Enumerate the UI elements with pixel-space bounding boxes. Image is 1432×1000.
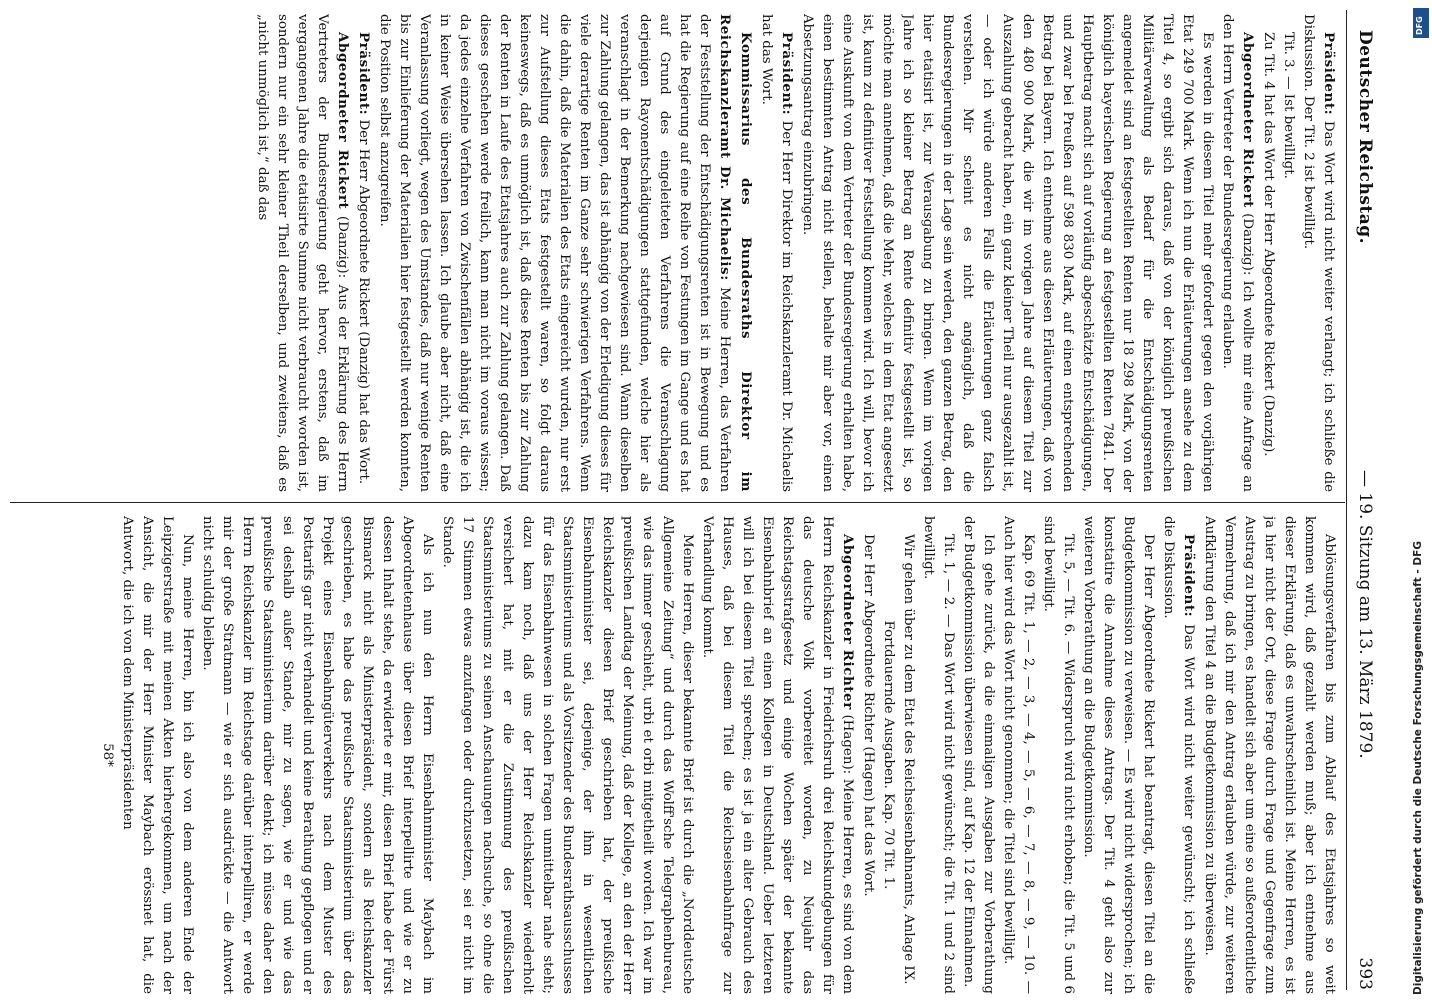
section-heading-text: Fortdauernde Ausgaben. Kap. 70 Tit. 1. — [881, 620, 896, 890]
paragraph-text: Der Herr Abgeordnete Rickert hat beantragt, diesen Titel an die Budgetkommission zu verweisen. — Es wird nicht widersprochen; ich konstatire die Annahme dieses Antrags. Der Tit. 4 geht also zur weiteren Vorberathung an die Budgetkommission. — [1081, 516, 1156, 994]
speech-paragraph — [1298, 14, 1339, 492]
paragraph-text: Kap. 69 Tit. 1, — 2, — 3, — 4, — 5, — 6, — 7, — 8, — 9, — 10. — Auch hier wird das Wort nicht genommen; die Titel sind bewilligt. — [1001, 516, 1036, 994]
text-paragraph — [437, 516, 697, 994]
speaker-name: Präsident: — [779, 32, 795, 116]
speech-text: Das Wort wird nicht weiter gewünscht; ich schließe die Diskussion. — [1161, 516, 1196, 994]
header-rule — [1346, 10, 1347, 990]
speaker-name: Präsident: — [1181, 534, 1197, 618]
text-paragraph — [1278, 14, 1298, 492]
speech-text: (Danzig): Aus der Erklärung des Herrn Vertreters der Bundesregierung geht hervor, erstens, daß im vergangenen Jahre die etatisirte Summe nicht verbraucht worden ist, sondern nur ein sehr kleiner Theil derselben, und zweitens, daß es „nicht unmöglich ist,“ daß das — [255, 14, 350, 492]
speaker-name: Abgeordneter Richter — [840, 534, 856, 710]
speech-text: (Danzig): Ich wollte mir eine Anfrage an den Herrn Vertreter der Bundesregierung erlauben. — [1220, 14, 1255, 492]
page-number: 393 — [1355, 957, 1375, 990]
speech-paragraph — [353, 14, 374, 492]
speech-text: Der Herr Direktor im Reichskanzleramt Dr. Michaelis hat das Wort. — [759, 14, 794, 492]
text-paragraph — [858, 516, 878, 994]
speech-paragraph — [374, 14, 756, 492]
speaker-name: Präsident: — [356, 32, 372, 116]
speech-paragraph — [756, 14, 797, 492]
text-paragraph — [1258, 14, 1278, 492]
paragraph-text: Ablösungsverfahren bis zum Ablauf des Etatsjahres so weit kommen wird, daß gezahlt werden muß; aber ich entnehme aus dieser Erklärung, daß es unwahrscheinlich ist. Meine Herren, es ist ja hier nicht der Ort, diese Frage durch Frage und Gegenfrage zum Austrag zu bringen, es handelt sich aber um eine so außerordentliche Vermehrung, daß ich mir den Antrag erlauben würde, zur weiteren Aufklärung den Titel 4 an die Budgetkommission zu überweisen. — [1202, 516, 1337, 994]
text-paragraph — [898, 516, 918, 994]
speech-paragraph — [697, 516, 858, 994]
left-column — [19, 14, 1339, 492]
paragraph-text: Zu Tit. 4 hat das Wort der Herr Abgeordnete Rickert (Danzig). — [1261, 32, 1276, 457]
speech-paragraph — [1158, 516, 1199, 994]
speech-paragraph — [252, 14, 353, 492]
speech-text: Das Wort wird nicht weiter verlangt; ich schließe die Diskussion. Der Tit. 2 ist bewilligt. — [1301, 14, 1336, 492]
section-heading — [878, 516, 898, 994]
signature-mark: 58* — [100, 743, 115, 767]
speaker-name: Abgeordneter Rickert — [335, 32, 351, 210]
speech-paragraph — [1217, 14, 1258, 492]
speaker-name: Abgeordneter Rickert — [1240, 32, 1256, 208]
speech-text: Der Herr Abgeordnete Rickert (Danzig) hat das Wort. — [356, 115, 371, 485]
session-date: — 19. Sitzung am 13. März 1879. — [1355, 470, 1375, 759]
paragraph-text: Nun, meine Herren, bin ich also von dem anderen Ende der Leipzigerstraße mit meinen Akten hierhergekommen, um nach der Ansicht, die mir der Herr Minister Maybach erössnet hat, die Antwort, die ich von dem Ministerpräsidenten — [120, 516, 195, 994]
paragraph-text: Ich gehe zurück, da die einmaligen Ausgaben zur Vorberathung der Budgetkommission überwiesen sind, auf Kap. 12 der Einnahmen. — [961, 516, 996, 994]
paragraph-text: Wir gehen über zu dem Etat des Reichseisenbahnamts, Anlage IX. — [901, 534, 916, 985]
paragraph-text: Tit. 5, — Tit. 6. — Widerspruch wird nicht erhoben; die Tit. 5 und 6 sind bewilligt. — [1041, 516, 1076, 994]
page-header — [1345, 0, 1385, 1000]
sheet-signature — [97, 516, 117, 994]
column-divider — [10, 502, 1345, 503]
text-paragraph — [998, 516, 1038, 994]
text-paragraph — [1199, 516, 1339, 994]
paragraph-text: Meine Herren, dieser bekannte Brief ist durch die „Norddeutsche Allgemeine Zeitung“ und durch das Wolff'sche Telegraphenbureau, wie das immer geschieht, urbi et orbi mitgetheilt worden. Ich war im preußischen Landtag der Meinung, daß der Kollege, an den der Herr Reichskanzler diesen Brief geschrieben hat, der preußische Eisenbahnminister sei, derjenige, der ihm in wesentlichen Staatsministeriums und als Vorsitzender des Bundesrathsausschusses für das Eisenbahnwesen in solchen Fragen unmittelbar nahe steht; dazu kam noch, daß uns der Herr Reichskanzler wiederholt versichert hat, mit er die Zustimmung des preußischen Staatsministeriums zu seinen Anschauungen nachsuche, so ohne die 17 Stimmen etwas anzufangen oder durchzusetzen, sei er nicht im Stande. — [440, 516, 695, 994]
speech-text: (Hagen): Meine Herren, es sind von dem Herrn Reichskanzler in Friedrichsruh drei Reichskundgebungen für das deutsche Volk vorbereitet worden, zu Neujahr das Reichstagsstrafgesetz und einige Wochen später der bekannte Eisenbahnbrief an einen Kollegen in Deutschland. Ueber letzteren will ich bei diesem Titel sprechen; es ist ja ein alter Gebrauch des Hauses, daß bei diesem Titel die Reichseisenbahnfrage zur Verhandlung kommt. — [700, 516, 855, 994]
digitization-credit — [1410, 0, 1432, 1000]
text-paragraph — [197, 516, 437, 994]
text-paragraph — [117, 516, 197, 994]
text-paragraph — [918, 516, 958, 994]
paragraph-text: Als ich nun den Herrn Eisenbahnminister Maybach im Abgeordnetenhause über diesen Brief interpellirte und wie er zu dessen Inhalt stehe, da erwiderte er mir, diesen Brief habe der Fürst Bismarck nicht als Ministerpräsident, sondern als Reichskanzler geschrieben, es habe das preußische Staatsministerium über das Projekt eines Eisenbahngüterverkehrs nach dem Muster des Posttarifs gar nicht verhandelt und keine Berathung gepflogen und er sei deshalb außer Stande, mir zu sagen, wie er und wie das preußische Staatsministerium darüber denkt; ich müsse daher den Herrn Reichskanzler im Reichstage darüber interpelliren, er werde mir der große Stratmann — wie er sich ausdrückte — die Antwort nicht schuldig bleiben. — [200, 516, 435, 994]
text-paragraph — [797, 14, 1217, 492]
paragraph-text: Tit. 3. — Ist bewilligt. — [1281, 32, 1296, 179]
credit-text: Digitalisierung gefördert durch die Deutsche Forschungsgemeinschaft - DFG — [1412, 541, 1424, 995]
speaker-name: Kommissarius des Bundesraths Direktor im Reichskanzleramt Dr. Michaelis: — [717, 14, 754, 492]
text-paragraph — [1038, 516, 1078, 994]
publication-title: Deutscher Reichstag. — [1355, 30, 1375, 245]
paragraph-text: Der Herr Abgeordnete Richter (Hagen) hat das Wort. — [861, 534, 876, 897]
speech-text: Meine Herren, das Verfahren der Feststellung der Entschädigungsrenten ist in Bewegung und es hat die Regierung auf eine Reihe von Festungen im Gange und es hat auf Grund des eingeleiteten Verfahrens die Veranschlagung derjenigen Rayonentschädigungen stattgefunden, welche hier als veranschlagt in der Bemerkung nachgewiesen sind. Wann dieselben zur Zahlung gelangen, das ist abhängig von der Erledigung dieses für viele derartige Renten im Ganze sehr schwierigen Verfahrens. Wenn die dahin, daß die Materialien des Etats eingereicht wurden, nur erst zur Aufstellung dieses Etats festgestellt waren, so folgt daraus keineswegs, daß es unmöglich ist, daß diese Renten bis zur Zahlung der Renten in Laufe des Etatsjahres auch zur Zahlung gelangen. Daß dieses geschehen werde freilich, kann man nicht im voraus wissen; da jedes einzelne Verfahren von Zwischenfällen abhängig ist, die ich in keiner Weise übersehen lassen. Ich glaube aber nicht, daß eine Veranlassung vorliegt, wegen des Umstandes, daß nur wenige Renten bis zur Einlieferung der Materialien hier festgestellt werden konnten, die Position selbst anzugreifen. — [377, 14, 732, 492]
speaker-name: Präsident: — [1321, 32, 1337, 116]
text-paragraph — [958, 516, 998, 994]
paragraph-text: Tit. 1, — 2. — Das Wort wird nicht gewünscht; die Tit. 1 und 2 sind bewilligt. — [921, 516, 956, 994]
text-paragraph — [1078, 516, 1158, 994]
right-column — [19, 516, 1339, 994]
dfg-logo: DFG — [1413, 8, 1429, 38]
paragraph-text: Es werden in diesem Titel mehr gefordert gegen den vorjährigen Etat 249 700 Mark. Wenn ich nun die Erläuterungen ansehe zu dem Titel 4, so ergibt sich daraus, daß von der königlich preußischen Militärverwaltung als Bedarf für die Entschädigungsrenten angemeldet sind an festgestellten Renten nur 18 298 Mark, von der königlich bayerischen Regierung an festgestellten Renten 7841. Der Hauptbetrag macht sich auf vorläufig abgeschätzte Entschädigungen, und zwar bei Preußen auf 598 830 Mark, auf einen entsprechenden Betrag bei Bayern. Ich entnehme aus diesen Erläuterungen, daß von den 480 900 Mark, die wir im vorigen Jahre auf diesem Titel zur Auszahlung gebracht haben, ein ganz kleiner Theil nur ausgezahlt ist, — oder ich würde anderen Falls die Erläuterungen ganz falsch verstehen. Mir scheint es nicht angänglich, daß die Bundesregierungen in der Lage sein werden, den ganzen Betrag, den hier etatisirt ist, zur Verausgabung zu bringen. Wenn im vorigen Jahre ich so kleiner Betrag an Rente definitiv festgestellt ist, so möchte man annehmen, daß die Mehr, welches in dem Etat angesetzt ist, kaum zu definitiver Feststellung kommen wird. Ich will, bevor ich eine Auskunft von dem Vertreter der Bundesregierung erhalten habe, einen bestimmten Antrag nicht stellen, behalte mir aber vor, einen Absetzungsantrag einzubringen. — [800, 14, 1215, 492]
